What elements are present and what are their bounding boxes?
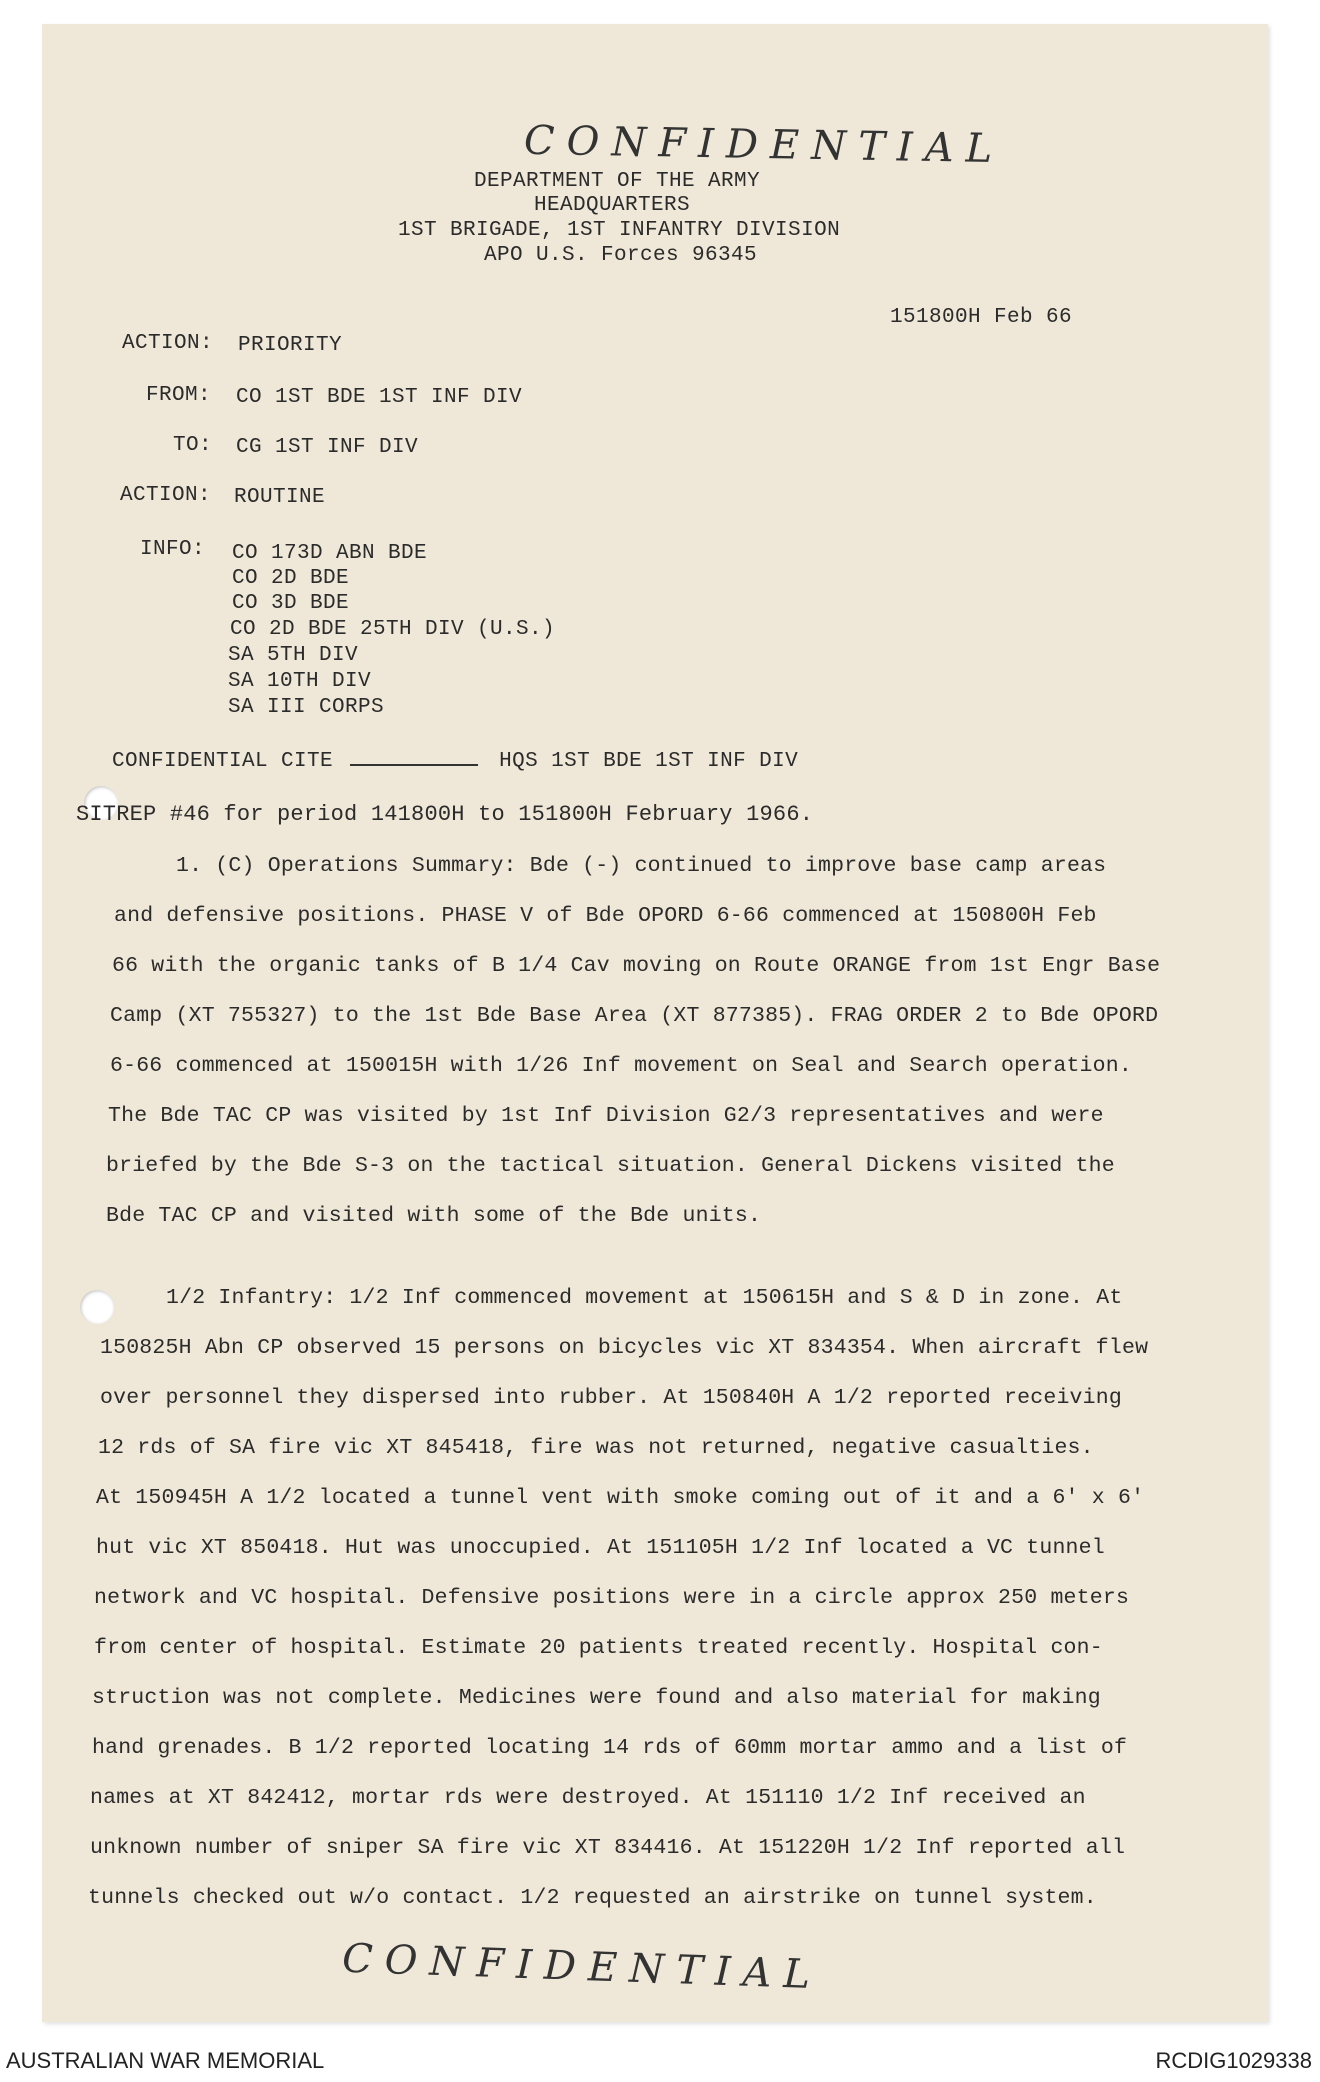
paragraph-2-line: 150825H Abn CP observed 15 persons on bicycles vic XT 834354. When aircraft flew [100, 1336, 1149, 1360]
info-addressee: SA III CORPS [228, 696, 385, 719]
letterhead-line-3: 1ST BRIGADE, 1ST INFANTRY DIVISION [398, 219, 841, 242]
paragraph-1-line: The Bde TAC CP was visited by 1st Inf Division G2/3 representatives and were [108, 1104, 1104, 1128]
paragraph-2-line: network and VC hospital. Defensive positions were in a circle approx 250 meters [94, 1586, 1130, 1610]
paragraph-1-line: Camp (XT 755327) to the 1st Bde Base Area (XT 877385). FRAG ORDER 2 to Bde OPORD [110, 1004, 1159, 1028]
action-routine-value: ROUTINE [234, 486, 326, 509]
paragraph-1-line: 6-66 commenced at 150015H with 1/26 Inf movement on Seal and Search operation. [110, 1054, 1132, 1078]
info-addressee: CO 2D BDE 25TH DIV (U.S.) [230, 618, 556, 641]
to-label: TO: [173, 434, 213, 457]
to-value: CG 1ST INF DIV [236, 436, 419, 459]
paragraph-2-line: unknown number of sniper SA fire vic XT 834416. At 151220H 1/2 Inf reported all [90, 1836, 1126, 1860]
date-time-group: 151800H Feb 66 [890, 306, 1073, 329]
paragraph-1-line: 1. (C) Operations Summary: Bde (-) continued to improve base camp areas [176, 854, 1107, 878]
cite-blank [350, 746, 478, 766]
cite-line [112, 746, 798, 773]
paragraph-2-line: tunnels checked out w/o contact. 1/2 requested an airstrike on tunnel system. [88, 1886, 1097, 1910]
paragraph-2-line: 12 rds of SA fire vic XT 845418, fire was not returned, negative casualties. [98, 1436, 1094, 1460]
footer-archive-name: AUSTRALIAN WAR MEMORIAL [6, 2048, 325, 2073]
info-addressee: CO 173D ABN BDE [232, 542, 428, 565]
paragraph-1-line: Bde TAC CP and visited with some of the Bde units. [106, 1204, 762, 1228]
paragraph-1-line: and defensive positions. PHASE V of Bde OPORD 6-66 commenced at 150800H Feb [114, 904, 1097, 928]
cite-prefix: CONFIDENTIAL CITE [112, 750, 334, 773]
letterhead-line-2: HEADQUARTERS [534, 194, 691, 217]
confidential-handwritten-bottom: CONFIDENTIAL [341, 1935, 823, 1999]
paragraph-2-line: over personnel they dispersed into rubber. At 150840H A 1/2 reported receiving [100, 1386, 1122, 1410]
footer-record-id: RCDIG1029338 [1155, 2048, 1312, 2073]
action-label: ACTION: [122, 332, 214, 355]
confidential-handwritten-top: CONFIDENTIAL [523, 117, 1005, 173]
from-label: FROM: [146, 384, 212, 407]
paragraph-2-line: 1/2 Infantry: 1/2 Inf commenced movement at 150615H and S & D in zone. At [166, 1286, 1123, 1310]
letterhead-line-1: DEPARTMENT OF THE ARMY [474, 170, 761, 193]
paragraph-2-line: hand grenades. B 1/2 reported locating 14 rds of 60mm mortar ammo and a list of [92, 1736, 1128, 1760]
paragraph-1-line: 66 with the organic tanks of B 1/4 Cav moving on Route ORANGE from 1st Engr Base [112, 954, 1161, 978]
info-addressee: CO 3D BDE [232, 592, 350, 615]
action-value: PRIORITY [238, 334, 343, 357]
cite-suffix: HQS 1ST BDE 1ST INF DIV [499, 750, 799, 773]
letterhead-line-4: APO U.S. Forces 96345 [484, 244, 758, 267]
info-addressee: SA 10TH DIV [228, 670, 372, 693]
punch-hole-lower [80, 1290, 114, 1324]
paragraph-2-line: struction was not complete. Medicines were found and also material for making [92, 1686, 1101, 1710]
action-routine-label: ACTION: [120, 484, 212, 507]
from-value: CO 1ST BDE 1ST INF DIV [236, 386, 523, 409]
paragraph-2-line: names at XT 842412, mortar rds were destroyed. At 151110 1/2 Inf received an [90, 1786, 1086, 1810]
info-addressee: SA 5TH DIV [228, 644, 359, 667]
sitrep-line: SITREP #46 for period 141800H to 151800H February 1966. [76, 802, 814, 827]
paragraph-1-line: briefed by the Bde S-3 on the tactical situation. General Dickens visited the [106, 1154, 1115, 1178]
paragraph-2-line: At 150945H A 1/2 located a tunnel vent with smoke coming out of it and a 6' x 6' [96, 1486, 1145, 1510]
paragraph-2-line: hut vic XT 850418. Hut was unoccupied. At 151105H 1/2 Inf located a VC tunnel [96, 1536, 1105, 1560]
paragraph-2-line: from center of hospital. Estimate 20 patients treated recently. Hospital con- [94, 1636, 1103, 1660]
document-page [42, 24, 1268, 2022]
info-label: INFO: [140, 538, 206, 561]
info-addressee: CO 2D BDE [232, 567, 350, 590]
